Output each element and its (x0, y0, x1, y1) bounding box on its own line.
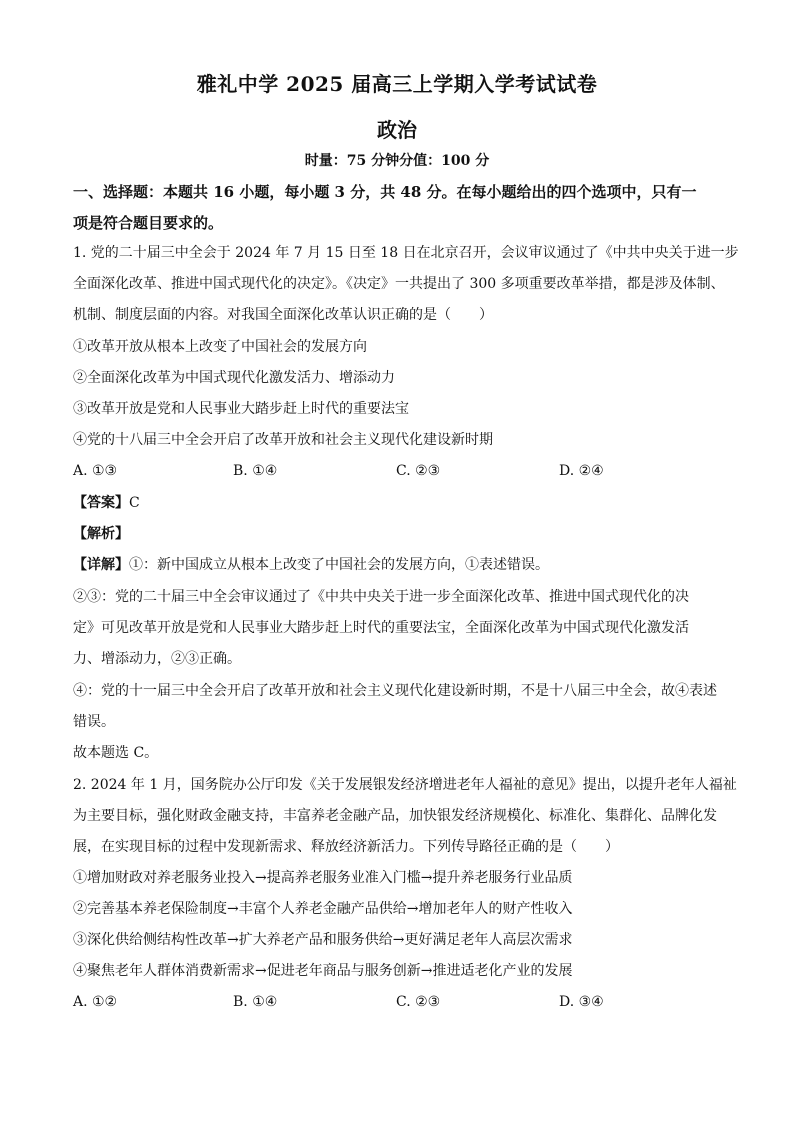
analysis-label: 【解析】 (73, 526, 129, 542)
q1-options (73, 461, 723, 481)
q1-detail-line: 力、增添动力，②③正确。 (73, 651, 241, 667)
q1-option-a: A. ①③ (73, 463, 118, 479)
q2-statement: ③深化供给侧结构性改革→扩大养老产品和服务供给→更好满足老年人高层次需求 (73, 932, 573, 948)
q1-analysis-label (73, 524, 723, 544)
q2-option-a: A. ①② (73, 994, 118, 1010)
q1-statement: ④党的十八届三中全会开启了改革开放和社会主义现代化建设新时期 (73, 432, 493, 448)
q1-option-c: C. ②③ (396, 463, 441, 479)
q1-detail-line: ②③：党的二十届三中全会审议通过了《中共中央关于进一步全面深化改革、推进中国式现代化的决 (73, 589, 689, 605)
answer-value: C (129, 495, 140, 511)
q2-options (73, 992, 723, 1012)
q1-detail-line (73, 555, 723, 575)
q1-statement: ②全面深化改革为中国式现代化激发活力、增添动力 (73, 370, 395, 386)
q2-stem-line: 展，在实现目标的过程中发现新需求、释放经济新活力。下列传导路径正确的是（ ） (73, 839, 619, 855)
q1-detail-line: ④：党的十一届三中全会开启了改革开放和社会主义现代化建设新时期，不是十八届三中全会，故④表述 (73, 683, 717, 699)
q1-detail-line: 错误。 (73, 714, 115, 730)
subject-title: 政治 (377, 118, 417, 142)
q2-option-d: D. ③④ (559, 994, 604, 1010)
q1-conclusion: 故本题选 C。 (73, 745, 159, 761)
exam-title: 雅礼中学 2025 届高三上学期入学考试试卷 (196, 72, 598, 96)
q1-detail-line: 定》可见改革开放是党和人民事业大踏步赶上时代的重要法宝，全面深化改革为中国式现代化激发活 (73, 620, 689, 636)
q2-option-c: C. ②③ (396, 994, 441, 1010)
q2-statement: ④聚焦老年人群体消费新需求→促进老年商品与服务创新→推进适老化产业的发展 (73, 963, 573, 979)
q1-option-b: B. ①④ (233, 463, 278, 479)
section-heading-line-2: 项是符合题目要求的。 (73, 214, 224, 232)
time-score-line: 时量：75 分钟分值：100 分 (304, 153, 490, 169)
detail-label: 【详解】 (73, 557, 129, 573)
q1-stem-line: 全面深化改革、推进中国式现代化的决定》。《决定》一共提出了 300 多项重要改革举措，都是涉及体制、 (73, 276, 725, 292)
section-heading-line-1: 一、选择题：本题共 16 小题，每小题 3 分，共 48 分。在每小题给出的四个选项中，只有一 (73, 183, 697, 201)
q1-option-d: D. ②④ (559, 463, 604, 479)
answer-label: 【答案】 (73, 495, 129, 511)
q2-statement: ②完善基本养老保险制度→丰富个人养老金融产品供给→增加老年人的财产性收入 (73, 901, 573, 917)
q2-statement: ①增加财政对养老服务业投入→提高养老服务业准入门槛→提升养老服务行业品质 (73, 870, 573, 886)
q1-answer (73, 493, 723, 513)
q2-option-b: B. ①④ (233, 994, 278, 1010)
q1-statement: ③改革开放是党和人民事业大踏步赶上时代的重要法宝 (73, 401, 409, 417)
q1-stem-line: 1. 党的二十届三中全会于 2024 年 7 月 15 日至 18 日在北京召开，会议审议通过了《中共中央关于进一步 (73, 245, 739, 261)
q2-stem-line: 为主要目标，强化财政金融支持，丰富养老金融产品，加快银发经济规模化、标准化、集群化、品牌化发 (73, 808, 717, 824)
q1-stem-line: 机制、制度层面的内容。对我国全面深化改革认识正确的是（ ） (73, 307, 493, 323)
detail-text: ①：新中国成立从根本上改变了中国社会的发展方向，①表述错误。 (129, 557, 549, 573)
q2-stem-line: 2. 2024 年 1 月，国务院办公厅印发《关于发展银发经济增进老年人福祉的意见》提出，以提升老年人福祉 (73, 777, 737, 793)
q1-statement: ①改革开放从根本上改变了中国社会的发展方向 (73, 339, 367, 355)
